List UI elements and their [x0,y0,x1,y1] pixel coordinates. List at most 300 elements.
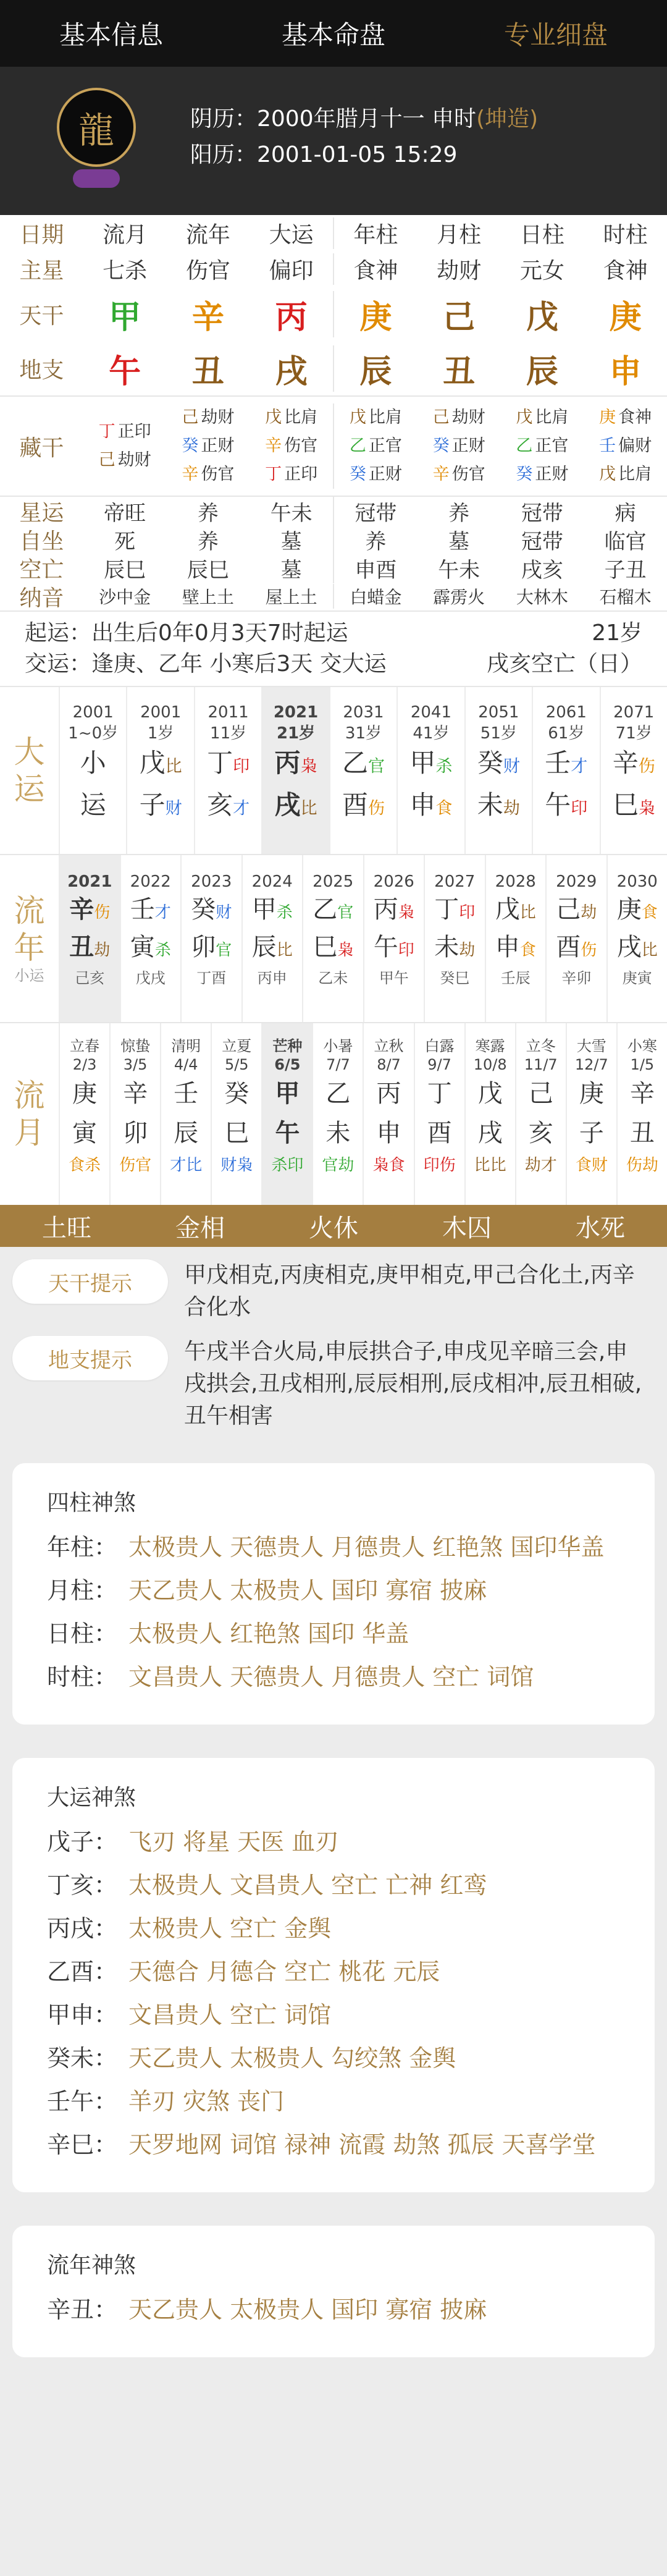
gan-char: 戊 [495,895,520,924]
side-char: 流 [14,893,45,929]
dayun-age: 1岁 [147,724,174,743]
liunian-year: 2021 [67,872,112,891]
liunian-cell[interactable] [302,855,363,1022]
shensha-row [47,1954,620,1990]
pillar-cell: 辰巳 [104,557,146,583]
pillar-cell: 养 [197,529,219,554]
dayun-zhi [533,786,599,828]
liunian-gan [608,892,667,930]
dayun-year: 2011 [208,703,249,722]
zhi-char: 巳 [612,790,639,820]
shensha-key: 月柱： [47,1577,118,1604]
hidden-stem-god: 劫财 [201,408,235,427]
pillar-cell: 伤官 [185,258,230,284]
zhi-char: 午 [545,790,571,820]
xiaoyun-ganzhi: 癸巳 [440,969,470,987]
shensha-row [47,1824,620,1860]
pillar-row [0,582,667,610]
pillar-cell: 养 [197,500,219,526]
pillar-cell: 己 [443,298,476,336]
hidden-stem-god: 偏财 [618,436,652,455]
pillar-cell: 戊 [526,298,558,336]
hidden-stem-char: 己 [432,408,450,427]
shensha-row [47,1997,620,2033]
liunian-cells [59,855,667,1022]
side-char: 大 [14,734,45,770]
liuyue-cell[interactable] [616,1023,667,1205]
dayun-cell[interactable] [194,687,261,854]
dayun-zhi [60,786,126,828]
dayun-cells [59,687,667,854]
side-char: 流 [14,1078,45,1113]
zhi-char: 丑 [69,933,94,961]
gan-char: 庚 [616,895,642,924]
liuyue-gods: 伤劫 [626,1156,658,1175]
dayun-age: 71岁 [615,724,652,743]
dayun-age: 31岁 [345,724,382,743]
hidden-stem-char: 庚 [599,408,616,427]
hidden-stem [182,403,234,432]
wuxing-strength-bar [0,1205,667,1247]
liuyue-zhi: 丑 [629,1119,655,1147]
hidden-stem-char: 乙 [516,436,533,455]
liuyue-cell[interactable] [312,1023,363,1205]
shensha-values: 太极贵人 天德贵人 月德贵人 红艳煞 国印华盖 [128,1534,605,1561]
liunian-cell[interactable] [241,855,303,1022]
zhi-char: 午 [373,933,398,961]
liuyue-gan: 甲 [275,1079,300,1108]
liunian-zhi [243,930,303,968]
shensha-row [47,1529,620,1565]
zhi-char: 戌 [616,933,642,961]
pillar-cell: 午未 [438,557,480,583]
solar-date: 阳历：2001-01-05 15:29 [190,142,458,167]
pillar-cell: 劫财 [437,258,482,284]
liunian-year: 2023 [191,872,232,891]
hidden-stem [516,432,568,460]
zhi-god: 伤 [581,941,597,960]
pillar-cell: 壁上土 [182,587,234,607]
liuyue-gan: 戊 [477,1079,503,1108]
pillar-cell: 元女 [519,258,564,284]
gan-char: 壬 [130,895,155,924]
qiyun-text: 起运：出生后0年0月3天7时起运 [25,620,348,646]
jiaoyun-text: 交运：逢庚、乙年 小寒后3天 交大运 [25,651,387,677]
liunian-zhi [608,930,667,968]
side-char: 运 [14,771,45,807]
dayun-year: 2001 [72,703,114,722]
pillar-cell: 甲 [109,298,141,336]
dizhi-tip [0,1330,667,1438]
lunar-date [190,101,538,133]
dayun-cell[interactable] [126,687,193,854]
gan-char: 小 [80,748,106,778]
hidden-stem [350,432,402,460]
liuyue-cell[interactable] [566,1023,616,1205]
dayun-year: 2061 [545,703,587,722]
shensha-row [47,1573,620,1608]
shensha-row [47,1659,620,1695]
dayun-cell[interactable] [532,687,599,854]
liunian-gan [121,892,181,930]
zhi-god: 劫 [459,941,476,960]
liuyue-zhi: 酉 [427,1119,452,1147]
canggan-cell [501,403,584,489]
liunian-zhi [486,930,546,968]
dayun-gan [60,744,126,786]
liunian-zhi [364,930,424,968]
qiyun-age: 21岁 [592,620,642,646]
liuyue-gods: 财枭 [220,1156,253,1175]
zhi-god: 才 [233,799,250,818]
card-title: 流年神煞 [47,2253,136,2278]
pillar-row [0,341,667,395]
gan-god: 杀 [276,903,293,922]
gan-god: 比 [519,903,536,922]
hidden-stem-char: 己 [98,450,115,470]
zhi-char: 巳 [313,933,338,961]
shensha-row [47,2084,620,2119]
dayun-cell[interactable] [329,687,396,854]
pillar-cell: 沙中金 [99,587,151,607]
liunian-zhi [547,930,606,968]
liunian-gan [364,892,424,930]
dayun-gan [466,744,532,786]
pillar-cell: 墓 [280,529,302,554]
liuyue-zhi: 辰 [174,1119,199,1147]
jieqi-date: 11/7 [524,1056,558,1073]
zhi-char: 运 [80,790,106,820]
pillar-cell: 午未 [270,500,313,526]
dayun-zhi [398,786,464,828]
hidden-stem-god: 伤官 [451,465,485,484]
shensha-values: 天德合 月德合 空亡 桃花 元辰 [128,1958,440,1985]
liuyue-zhi: 巳 [224,1119,250,1147]
pillar-cell: 冠带 [521,500,563,526]
row-label: 藏干 [19,435,64,461]
pillar-cell: 临官 [604,529,647,554]
canggan-cell [83,418,167,475]
hidden-stem-char: 壬 [599,436,616,455]
tiangan-tip [0,1253,667,1330]
gan-char: 丁 [207,748,233,778]
dayun-gan [533,744,599,786]
zhi-god: 食 [519,941,536,960]
liuyue-cell[interactable] [211,1023,261,1205]
pillar-cell: 食神 [333,253,417,285]
dayun-gan [330,744,396,786]
gan-char: 甲 [251,895,277,924]
gan-god: 枭 [300,757,317,776]
liunian-cell[interactable] [606,855,667,1022]
pillar-cell: 养 [333,525,417,555]
pillar-cell: 辰巳 [187,557,229,583]
liuyue-cell[interactable] [414,1023,464,1205]
hidden-stem-god: 比肩 [284,408,318,427]
liunian-label [0,855,59,1022]
jieqi-name: 白露 [424,1037,455,1055]
row-label: 纳音 [19,585,64,611]
jieqi-name: 立冬 [526,1037,556,1055]
tab-pro-chart[interactable]: 专业细盘 [503,20,608,50]
dayun-section [0,686,667,854]
jieqi-name: 立夏 [222,1037,252,1055]
liuyue-gan: 壬 [174,1079,199,1108]
hidden-stem-char: 戊 [516,408,533,427]
gan-god: 食 [641,903,658,922]
hidden-stem-char: 戊 [599,465,616,484]
pillar-cell: 流年 [185,222,230,248]
zhi-god: 劫 [94,941,111,960]
xiaoyun-ganzhi: 庚寅 [622,969,652,987]
liuyue-gods: 杀印 [271,1156,304,1175]
zhi-char: 亥 [207,790,233,820]
pillar-cell: 丙 [275,298,308,336]
liunian-cell[interactable] [180,855,241,1022]
shensha-row [47,2127,620,2163]
zhi-char: 申 [409,790,436,820]
shensha-values: 太极贵人 红艳煞 国印 华盖 [128,1620,409,1647]
liuyue-cell[interactable] [261,1023,312,1205]
zhi-god: 官 [216,941,232,960]
shensha-key: 时柱： [47,1663,118,1691]
gan-char: 癸 [477,748,503,778]
zhi-char: 戌 [274,790,301,820]
liunian-gan [60,892,120,930]
gan-god: 官 [337,903,354,922]
zhi-god: 比 [276,941,293,960]
liuyue-section [0,1022,667,1205]
hidden-stem [516,403,568,432]
liuyue-cell[interactable] [160,1023,211,1205]
tab-basic-info[interactable]: 基本信息 [59,20,163,50]
liunian-zhi [60,930,120,968]
liunian-year: 2029 [556,872,597,891]
shensha-key: 丁亥： [47,1872,118,1899]
jieqi-name: 惊蛰 [120,1037,151,1055]
dayun-age: 41岁 [413,724,450,743]
liuyue-cell[interactable] [59,1023,109,1205]
jieqi-name: 清明 [171,1037,201,1055]
liunian-gan [547,892,606,930]
liuyue-gan: 辛 [629,1079,655,1108]
liunian-gan [486,892,546,930]
wuxing-strength-item: 火休 [309,1214,358,1243]
hidden-stem [599,460,652,489]
wuxing-strength-item: 水死 [576,1214,625,1243]
zhi-god: 枭 [337,941,354,960]
zhi-god: 食 [435,799,453,818]
dayun-cell[interactable] [464,687,532,854]
pillar-cell: 申 [609,353,642,391]
dayun-year: 2031 [343,703,384,722]
jieqi-date: 8/7 [377,1056,401,1073]
zhi-char: 酉 [342,790,368,820]
liuyue-zhi: 戌 [477,1119,503,1147]
hidden-stem-god: 正财 [201,436,235,455]
pillar-cell: 子丑 [604,557,647,583]
liuyue-gods: 官劫 [322,1156,354,1175]
gan-god: 伤 [94,903,111,922]
shensha-values: 文昌贵人 空亡 词馆 [128,2001,332,2029]
hidden-stem-char: 乙 [349,436,366,455]
dayun-cell[interactable] [261,687,329,854]
pillar-cell: 丑 [443,353,476,391]
zhi-char: 酉 [556,933,581,961]
pillar-cell: 庚 [333,291,417,337]
gan-char: 辛 [69,895,94,924]
pillar-cell: 冠带 [333,496,417,526]
canggan-cell [250,403,333,489]
liunian-year: 2030 [616,872,658,891]
dayun-gan [127,744,193,786]
dayun-gan [262,744,329,786]
liunian-shensha-card [12,2226,655,2357]
liuyue-cell[interactable] [464,1023,515,1205]
kongwang-text: 戌亥空亡（日） [486,651,642,677]
hidden-stem [182,460,234,489]
pillar-cell: 偏印 [269,258,314,284]
gan-char: 乙 [342,748,368,778]
liunian-cell[interactable] [59,855,120,1022]
hidden-stem [350,403,402,432]
zhi-char: 卯 [191,933,216,961]
zhi-god: 杀 [154,941,171,960]
zhi-char: 未 [477,790,503,820]
gan-god: 比 [165,757,182,776]
shensha-row [47,2040,620,2076]
hidden-stem-char: 癸 [182,436,199,455]
dayun-year: 2071 [613,703,655,722]
liunian-year: 2026 [373,872,414,891]
liunian-cell[interactable] [424,855,485,1022]
hidden-stem-god: 比肩 [618,465,652,484]
liunian-cell[interactable] [120,855,181,1022]
hidden-stem [265,460,317,489]
dayun-year: 2001 [140,703,182,722]
liuyue-cell[interactable] [363,1023,413,1205]
hidden-stem-char: 己 [182,408,199,427]
pillar-cell: 病 [615,500,636,526]
tiangan-tip-button[interactable]: 天干提示 [12,1259,168,1304]
liunian-cell[interactable] [485,855,546,1022]
liuyue-gods: 比比 [474,1156,506,1175]
pillar-cell: 流月 [103,222,148,248]
hidden-stem-god: 正印 [284,465,318,484]
shensha-key: 甲申： [47,2001,118,2029]
shensha-values: 飞刃 将星 天医 血刃 [128,1828,339,1856]
shensha-values: 羊刃 灾煞 丧门 [128,2088,285,2115]
dayun-zhi [601,786,667,828]
xiaoyun-label: 小运 [14,967,44,984]
liuyue-cells [59,1023,667,1205]
zhi-god: 伤 [367,799,385,818]
liuyue-cell[interactable] [109,1023,160,1205]
liuyue-zhi: 午 [275,1119,300,1147]
gan-char: 丙 [373,895,398,924]
jieqi-name: 小暑 [323,1037,353,1055]
liuyue-zhi: 申 [376,1119,401,1147]
hidden-stem-god: 伤官 [201,465,235,484]
gan-god: 杀 [435,757,453,776]
pillar-cell: 石榴木 [599,587,652,607]
sizhu-shensha-card [12,1463,655,1725]
canggan-cell [333,403,417,489]
dayun-gan [601,744,667,786]
hidden-stem-char: 辛 [265,436,282,455]
shensha-key: 年柱： [47,1534,118,1561]
wuxing-strength-item: 木囚 [442,1214,492,1243]
hidden-stem-char: 丁 [98,422,115,441]
liuyue-gods: 才比 [170,1156,203,1175]
pillar-cell: 日柱 [519,222,564,248]
row-label: 空亡 [19,557,64,583]
card-title: 四柱神煞 [47,1490,136,1516]
pillar-cell: 辰 [526,353,558,391]
liunian-zhi [121,930,181,968]
jieqi-date: 1/5 [630,1056,655,1073]
zhi-god: 比 [300,799,317,818]
gan-char: 丁 [434,895,459,924]
jieqi-date: 5/5 [224,1056,249,1073]
shensha-values: 天乙贵人 太极贵人 勾绞煞 金舆 [128,2045,456,2072]
dayun-age: 11岁 [210,724,247,743]
gan-char: 壬 [545,748,571,778]
pillar-cell: 申酉 [333,553,417,583]
zhi-god: 印 [398,941,414,960]
jieqi-date: 10/8 [473,1056,507,1073]
liuyue-gan: 丁 [427,1079,452,1108]
pillar-cell: 大运 [269,222,314,248]
dayun-zhi [262,786,329,828]
zhi-god: 比 [641,941,658,960]
zhi-char: 子 [139,790,166,820]
pillar-cell: 屋上土 [265,587,317,607]
dizhi-tip-text: 午戌半合火局,申辰拱合子,申戌见辛暗三会,申戌拱会,丑戌相刑,辰辰相刑,辰戌相冲,辰丑相破,丑午相害 [184,1339,642,1429]
shensha-key: 日柱： [47,1620,118,1647]
liunian-cell[interactable] [545,855,606,1022]
zodiac-badge [73,169,120,188]
row-label: 自坐 [19,528,64,554]
liunian-section [0,854,667,1022]
liuyue-gods: 枭食 [372,1156,405,1175]
pillar-cell: 帝旺 [104,500,146,526]
liuyue-cell[interactable] [515,1023,566,1205]
shensha-row [47,2292,620,2328]
pillar-cell: 月柱 [437,222,482,248]
liunian-cell[interactable] [363,855,424,1022]
liuyue-gan: 辛 [123,1079,148,1108]
dizhi-tip-button[interactable]: 地支提示 [12,1336,168,1380]
zhi-char: 辰 [251,933,277,961]
pillar-cell: 霹雳火 [433,587,485,607]
gan-char: 丙 [274,748,301,778]
row-label: 日期 [19,222,64,248]
tab-basic-chart[interactable]: 基本命盘 [281,20,385,50]
dayun-cell[interactable] [600,687,667,854]
shensha-values: 天罗地网 词馆 禄神 流霞 劫煞 孤辰 天喜学堂 [128,2131,596,2158]
pillar-cell: 庚 [609,298,642,336]
liuyue-gan: 乙 [325,1079,351,1108]
dayun-zhi [330,786,396,828]
dayun-cell[interactable] [59,687,126,854]
dayun-cell[interactable] [396,687,464,854]
xiaoyun-ganzhi: 壬辰 [500,969,531,987]
shensha-row [47,1867,620,1903]
hidden-stem-char: 癸 [432,436,450,455]
xiaoyun-ganzhi: 丙申 [257,969,287,987]
dayun-age: 21岁 [276,724,316,743]
